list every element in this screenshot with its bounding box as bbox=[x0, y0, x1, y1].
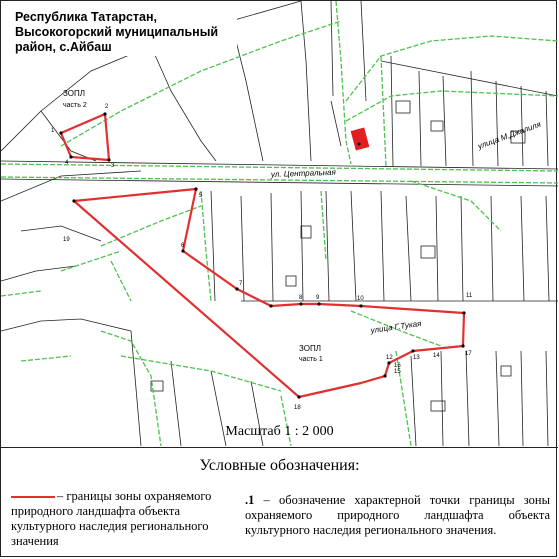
boundary-zone-part1 bbox=[74, 189, 464, 397]
map-area bbox=[1, 1, 558, 446]
point-mark-sample: .1 bbox=[245, 493, 255, 507]
street-label-tukay: улица Г.Тукая bbox=[370, 318, 422, 335]
point-label-1: 1 bbox=[51, 128, 55, 134]
scale-label: Масштаб 1 : 2 000 bbox=[225, 424, 334, 439]
legend-title: Условные обозначения: bbox=[199, 457, 360, 474]
point-label-14: 14 bbox=[433, 353, 440, 359]
point-label-8: 8 bbox=[299, 295, 303, 301]
point-label-7: 7 bbox=[239, 281, 243, 287]
map-title: Республика Татарстан, Высокогорский муниципальный район, с.Айбаш bbox=[13, 9, 237, 56]
cadastral-map bbox=[1, 1, 558, 446]
legend-point-text: – обозначение характерной точки границы зоны охраняемого природного ландшафта объекта культурного наследия регионального значения. bbox=[245, 493, 550, 537]
zone-label-part1-name: ЗОПЛ bbox=[299, 344, 321, 353]
point-label-17: 17 bbox=[465, 351, 472, 357]
point-label-15: 15 bbox=[394, 369, 401, 375]
point-label-9: 9 bbox=[316, 295, 320, 301]
point-label-2: 2 bbox=[105, 104, 109, 110]
point-label-10: 10 bbox=[357, 296, 364, 302]
point-label-13: 13 bbox=[413, 355, 420, 361]
boundary-zone-part2 bbox=[61, 114, 109, 160]
point-label-11: 11 bbox=[466, 293, 473, 299]
legend-point-item bbox=[245, 493, 550, 538]
zone-label-part2-name: ЗОПЛ bbox=[63, 89, 85, 98]
legend-boundary-item bbox=[11, 489, 241, 549]
legend-boundary-text: – границы зоны охраняемого природного ландшафта объекта культурного наследия регионального значения bbox=[11, 489, 212, 548]
point-label-3: 3 bbox=[111, 163, 115, 169]
boundary-line-sample bbox=[11, 496, 55, 498]
point-mark bbox=[358, 143, 361, 146]
point-label-18: 18 bbox=[294, 405, 301, 411]
point-label-19: 19 bbox=[63, 237, 70, 243]
zone-label-part1-sub: часть 1 bbox=[299, 356, 323, 363]
street-label-centralnaya: ул. Центральная bbox=[270, 167, 336, 179]
point-label-6: 6 bbox=[181, 243, 185, 249]
street-label-dzhalil: улица М.Джалиля bbox=[476, 119, 543, 151]
monument-object bbox=[351, 128, 370, 151]
point-label-16: 16 bbox=[394, 363, 401, 369]
point-label-4: 4 bbox=[65, 160, 69, 166]
point-label-5: 5 bbox=[199, 193, 203, 199]
zone-label-part2-sub: часть 2 bbox=[63, 102, 87, 109]
legend-divider bbox=[1, 447, 558, 448]
point-label-12: 12 bbox=[386, 355, 393, 361]
